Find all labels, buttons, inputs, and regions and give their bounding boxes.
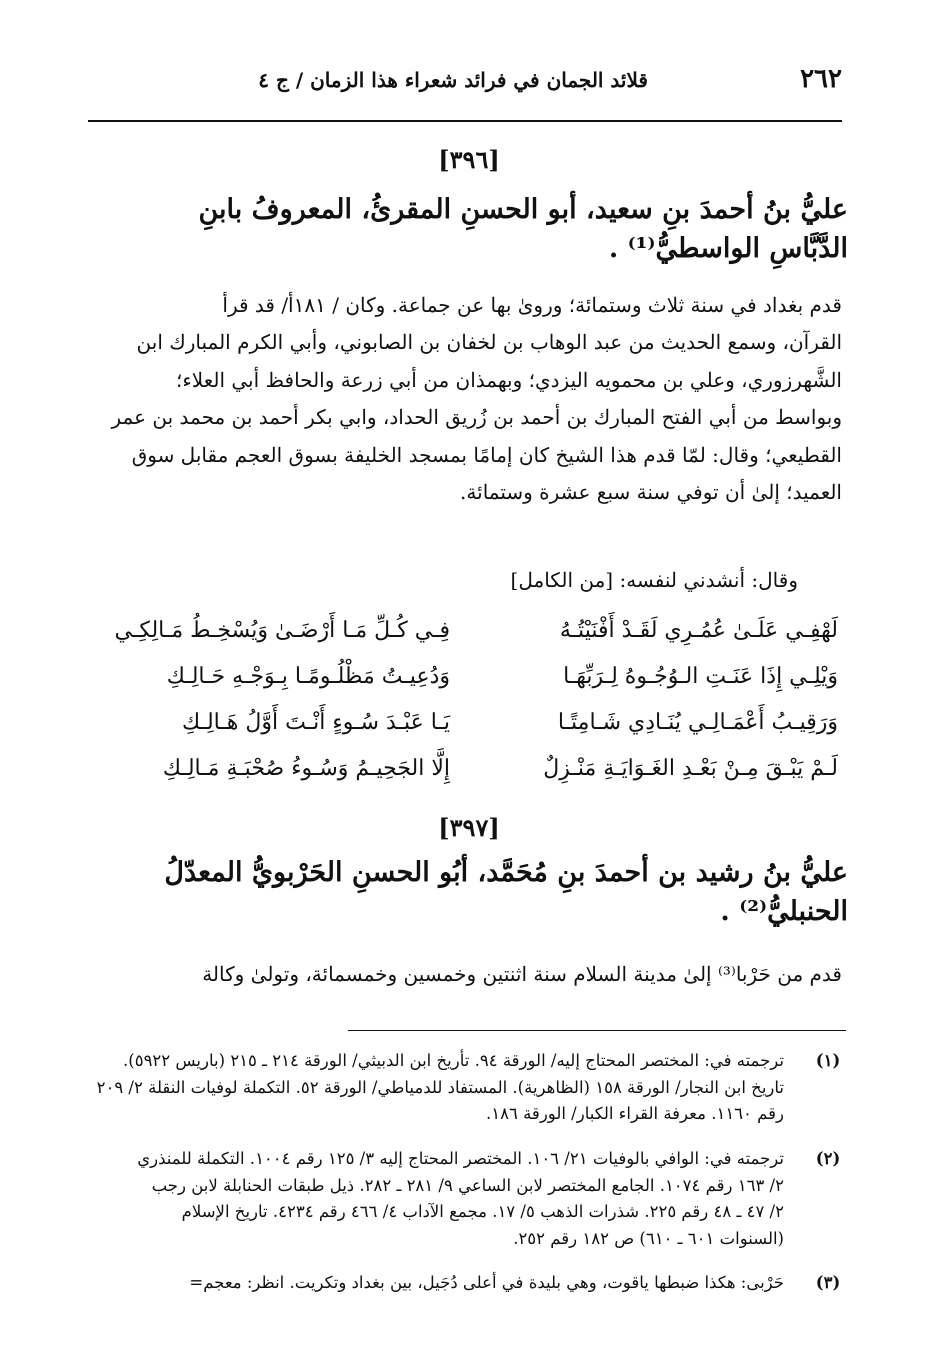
entry-heading-line: عليُّ بنُ رشيد بن أحمدَ بنِ مُحَمَّد، أبُو الحسنِ الحَرْبويُّ المعدّلُ (164, 857, 848, 888)
footnote-line: ٢/ ٤٧ ـ ٤٨ رقم ٢٢٥. شذرات الذهب ٥/ ١٧. مجمع الآداب ٤/ ٤٦٦ رقم ٤٢٣٤. تاريخ الإسلام (181, 1202, 784, 1221)
verse-intro: وقال: أنشدني لنفسه: [من الكامل] (510, 568, 798, 592)
footnote-mark: (٣) (815, 1273, 841, 1292)
running-title: قلائد الجمان في فرائد شعراء هذا الزمان / ج ٤ (258, 68, 648, 92)
footnote-line: ترجمته في: المختصر المحتاج إليه/ الورقة ٩٤. تأريخ ابن الدبيثي/ الورقة ٢١٤ ـ ٢١٥ (باريس ٥٩٢٢). (123, 1051, 784, 1070)
verse-second-hemistichs (95, 608, 450, 792)
entry-body (88, 287, 842, 511)
entry-heading-line: الحنبليُّ⁽²⁾ . (720, 896, 848, 928)
body-line: العميد؛ إلىٰ أن توفي سنة سبع عشرة وستمائة. (460, 480, 842, 505)
verse-hemistich: وَيْلِـي إِذَا عَنَـتِ الـوُجُـوهُ لِـرَبِّهَـا (563, 664, 838, 689)
footnote-line: حَرْبى: هكذا ضبطها ياقوت، وهي بليدة في أعلى دُجَيل، بين بغداد وتكريت. انظر: معجم= (189, 1273, 784, 1292)
footnote-line: ٢/ ١٦٣ رقم ١٠٧٤. الجامع المختصر لابن الساعي ٩/ ٢٨١ ـ ٢٨٢. ذيل طبقات الحنابلة لابن رجب (151, 1175, 784, 1195)
footnote (88, 1048, 846, 1128)
entry-body (88, 956, 842, 993)
entry-heading-line: عليُّ بنُ أحمدَ بنِ سعيد، أبو الحسنِ المقرئُ، المعروفُ بابنِ (198, 194, 848, 225)
footnote-mark: (١) (815, 1051, 841, 1070)
footnote-rule (348, 1030, 846, 1031)
verse-hemistich: وَرَقِيـبُ أَعْمَـالِـي يُنَـادِي شَـامِتًـا (557, 710, 838, 735)
verse-hemistich: لَـمْ يَبْـقَ مِـنْ بَعْـدِ الغَـوَايَـةِ مَنْـزِلٌ (543, 756, 838, 781)
entry-heading (164, 853, 848, 931)
body-line: قدم من حَرْبا⁽³⁾ إلىٰ مدينة السلام سنة اثنتين وخمسين وخمسمائة، وتولىٰ وكالة (202, 962, 842, 986)
footnote-mark: (٢) (815, 1149, 841, 1168)
footnote-line: ترجمته في: الوافي بالوفيات ٢١/ ١٠٦. المختصر المحتاج إليه ٣/ ١٢٥ رقم ١٠٠٤. التكملة للمنذري (137, 1149, 784, 1168)
footnote (88, 1270, 846, 1297)
verse-hemistich: يَـا عَبْـدَ سُـوءٍ أَنْـتَ أَوَّلُ هَـالِـكِ (181, 710, 450, 735)
verse-hemistich: وَدُعِيـتُ مَظْلُـومًـا بِـوَجْـهِ حَـالِـكِ (166, 664, 450, 689)
header-rule (88, 120, 842, 122)
entry-heading-line: الدَّبَّاسِ الواسطيُّ⁽¹⁾ . (608, 233, 848, 265)
verse-hemistich: لَهْفِـي عَلَـىٰ عُمُـرِي لَقَـدْ أَفْنَيْتُـهُ (559, 618, 838, 643)
body-line: القطيعي؛ وقال: لمّا قدم هذا الشيخ كان إمامًا بمسجد الخليفة بسوق العجم مقابل سوق (131, 442, 842, 467)
body-line: الشَّهرزوري، وعلي بن محمويه اليزدي؛ وبهمذان من أبي زرعة والحافظ أبي العلاء؛ (176, 367, 842, 392)
verse-hemistich: فِـي كُـلِّ مَـا أَرْضَـىٰ وَيُسْخِـطُ مَـالِكِـي (114, 618, 450, 643)
verse-hemistich: إِلَّا الجَحِيـمُ وَسُـوءُ صُحْبَـةِ مَـالِـكِ (162, 756, 450, 781)
body-line: القرآن، وسمع الحديث من عبد الوهاب بن لخفان بن الصابوني، وأبي الكرم المبارك ابن (136, 330, 842, 355)
entry-heading (198, 190, 848, 268)
footnote-line: تاريخ ابن النجار/ الورقة ١٥٨ (الظاهرية). المستفاد للدمياطي/ الورقة ٥٢. التكملة لوفيات النقلة ٢/ ٢٠٩ (96, 1077, 784, 1097)
entry-number: [٣٩٦] (438, 145, 500, 174)
body-line: وبواسط من أبي الفتح المبارك بن أحمد بن زُريق الحداد، وابي بكر أحمد بن محمد بن عمر (111, 405, 842, 430)
page-number: ٢٦٢ (800, 64, 842, 94)
verse-first-hemistichs (503, 608, 838, 792)
entry-number: [٣٩٧] (438, 813, 500, 842)
body-line: قدم بغداد في سنة ثلاث وستمائة؛ وروىٰ بها عن جماعة. وكان / ١٨١أ/ قد قرأ (222, 293, 842, 317)
footnote-line: (السنوات ٦٠١ ـ ٦١٠) ص ١٨٢ رقم ٢٥٢. (513, 1228, 784, 1248)
footnote (88, 1146, 846, 1252)
footnote-line: رقم ١١٦٠. معرفة القراء الكبار/ الورقة ١٨٦. (486, 1104, 784, 1123)
